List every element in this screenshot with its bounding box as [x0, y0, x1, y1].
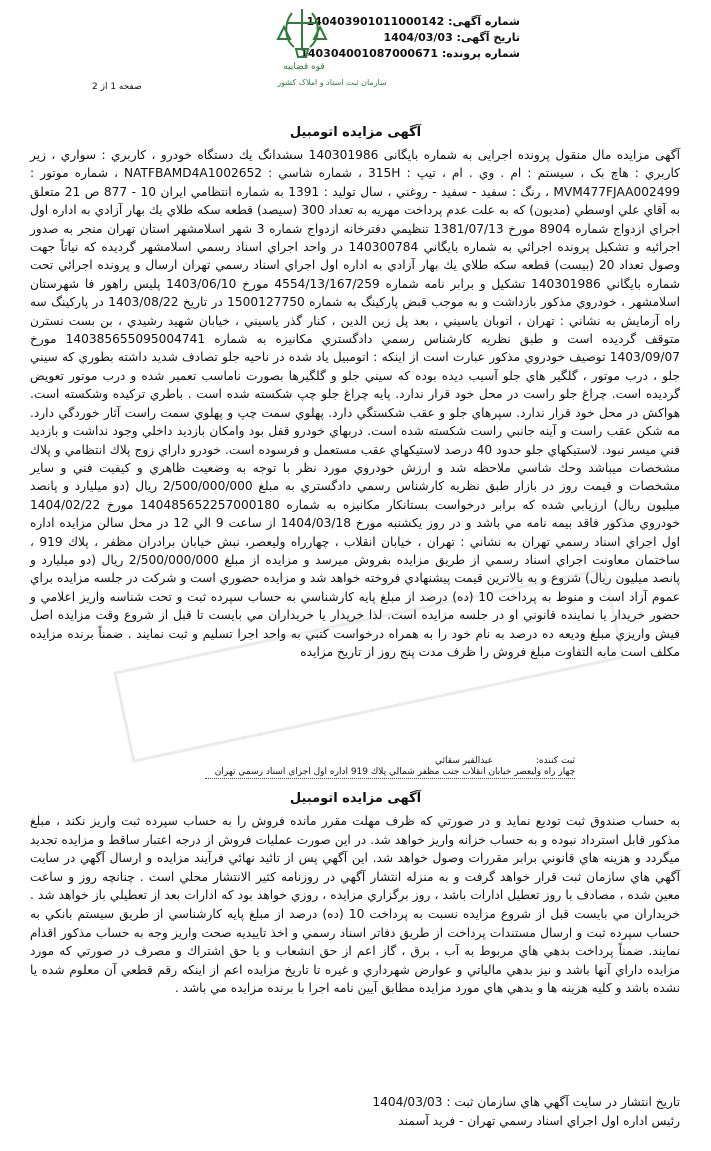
signer-name: عبدالقير سقائي: [435, 756, 494, 766]
office-address: چهار راه وليعصر خيابان انقلاب جنب مظفر شمالي پلاك 919 اداره اول اجراي اسناد رسمي تهران: [214, 767, 576, 777]
publish-date: تاريخ انتشار در سايت آگهي هاي سازمان ثبت : 1404/03/03: [372, 1095, 680, 1109]
chief-signature: رئيس اداره اول اجراي اسناد رسمي تهران - فريد آسمند: [398, 1114, 680, 1128]
page-number: صفحه 1 از 2: [92, 82, 142, 92]
case-number: شماره پرونده: 140304001087000671: [300, 47, 520, 60]
ad-date: تاریخ آگهی: 1404/03/03: [383, 31, 520, 44]
notice-body-page2: به حساب صندوق ثبت توديع نمايد و در صورتي كه ظرف مهلت مقرر مانده فروش را به حساب سپرده ثبت واريز نكند ، مبلغ مذكور قابل استرداد نبوده و به حساب خزانه واريز خواهد شد. در اين صورت عمليات فروش از درجه اعتبار ساقط و مزايده تجديد ميگردد و هزينه هاي قانوني برابر مقررات وصول خواهد شد. اين آگهي پس از تائيد نهائي فرآيند مزايده و ارسال آگهي در سايت آگهي هاي سازمان ثبت قرار خواهد گرفت و به منزله انتشار آگهي در روزنامه كثير الانتشار محلي است . چنانچه روز و ساعت معين شده ، مصادف با روز تعطيل ادارات باشد ، روز برگزاري مزايده ، روزي خواهد بود كه ادارات بعد از تعطيلي باز خواهد شد . خريداران مي بايست قبل از شروع مزايده نسبت به پرداخت 10 (ده) درصد از مبلغ پايه كارشناسي از طريق سيستم بانكي به حساب سپرده ثبت و ارسال مستندات پرداخت از طريق دفاتر اسناد رسمي و اخذ تاييديه صحت واريز وجه به حساب مذكور اقدام نمايند. ضمناً پرداخت بدهي هاي مربوط به آب ، برق ، گاز اعم از حق انشعاب و يا حق اشتراك و مصرف در صورتي كه مورد مزايده داراي آنها باشد و نيز بدهي مالياتي و عوارض شهرداري و غيره تا تاريخ مزايده اعم از اينكه رقم قطعي آن معلوم شده يا نشده باشد و كليه هزينه ها و بدهي هاي مورد مزايده مطابق آيين نامه اجرا با برنده مزايده مي باشد .: [30, 814, 681, 996]
signature-label: ثبت كننده:: [535, 756, 575, 766]
emblem-text-judiciary: قوه قضاییه: [283, 62, 325, 72]
notice-title: آگهی مزایده اتومبیل: [289, 125, 422, 140]
notice-body: آگهی مزایده مال منقول پرونده اجرایی به شماره بایگانی 140301986 سشدانگ یك دستگاه خودرو ، کاربري : سواري ، زير كاربري : هاچ بک ، سیستم : ام . وي . ام ، تیپ : 315H ، شماره شاسي : NATFBAMD4A1002652 ، شماره موتور : MVM477FJAA002499 ، رنگ : سفید - سفید - روغني ، سال تولید : 1391 به شماره انتظامي ايران 10 - 877 ص 21 متعلق به آقاي علي اوسطي (مديون) كه به علت عدم پرداخت مهريه به تعداد 300 (سيصد) قطعه سكه طلاي يك بهار آزادي به اداره اول اجراي ازدواج شماره 8904 مورخ 1381/07/13 تنظيمي دفترخانه ازدواج شماره 3 شهر اسلامشهر استان تهران منجر به صدور اجرائيه و تشكيل پرونده اجرائي به شماره بايگاني 140300784 در واحد اجراي اسناد رسمي اسلامشهر گرديده كه نياتاً جهت وصول تعداد 20 (بيست) قطعه سكه طلاي يك بهار آزادي به اداره اول اجراي اسناد رسمي تهران ارسال و پرونده اجرائي تحت شماره بايگاني 140301986 تشكيل و برابر نامه شماره 4554/13/167/259 مورخ 1403/06/10 پليس راهور فا شهرستان اسلامشهر ، خودروي مذكور بازداشت و به موجب قبض پاركينگ به شماره 1500127750 در تاريخ 1403/08/22 در پاركينگ سه راه آزمايش به نشاني : تهران ، اتوبان ياسيني ، بعد پل زين الدين ، كنار گذر ياسيني ، خيابان شهيد رشيدي ، بن بست نسترن متوقف گرديده است و طبق نظريه كارشناس رسمي دادگستري مكانيزه به شماره 140385655095004741 مورخ 1403/09/07 توصيف خودروي مذكور عبارت است از اينكه : اتومبيل ياد شده در ناحيه جلو تصادف شديد داشته بطوري كه سيني جلو ، درب موتور ، گلگير هاي جلو آسيب ديده بوده كه سيني جلو و گلگيرها بصورت ناماسب تعمير شده و درب موتور تعويض گرديده است. چراغ جلو راست در محل خود قرار ندارد. پايه چراغ جلو چپ شكسته شده است . باطري تركيده وشكسته است. هواكش در محل خود قرار ندارد. سپرهاي جلو و عقب شكستگي دارد. پهلوي سمت چپ و پهلوي سمت راست آثار خوردگي دارد. مه شكن عقب راست و آينه جانبي راست شكسته شده است. دربهاي خودرو قفل بود وامكان بازديد داخلي وجود نداشت و بازديد فني ميسر نبود. لاستيكهاي جلو حدود 40 درصد لاستيكهاي عقب مستعمل و فرسوده است. خودرو داراي زوج پلاك انتظامي و پلاك مشخصات ميباشد وحك شاسي ملاحظه شد و ارزش خودروي مورد نظر با توجه به وضعيت ظاهري و كيفيت فني و ساير مشخصات و قيمت روز در بازار طبق نظريه كارشناس رسمي دادگستري به مبلغ 2/500/000/000 ريال (دو ميليارد و پانصد ميليون ريال) ارزيابي شده كه برابر درخواست بستانكار مكانيزه به شماره 140485652257000180 مورخ 1404/02/22 خودروي مذكور فاقد بيمه نامه مي باشد و در روز يكشنبه مورخ 1404/03/18 از ساعت 9 الي 12 در محل سالن مزايده اداره اول اجراي اسناد رسمي تهران به نشاني : تهران ، خيابان انقلاب ، چهارراه وليعصر، نبش خيابان برادران مظفر ، پلاك 919 ، ساختمان معاونت اجراي اسناد رسمي از طريق مزايده بفروش ميرسد و مزايده از مبلغ 2/500/000/000 ريال (دو ميليارد و پانصد ميليون ريال) شروع و به بالاترين قيمت پيشنهادي فروخته خواهد شد و مزايده حضوري است و شركت در جلسه مزايده براي عموم آزاد است و منوط به پرداخت 10 (ده) درصد از مبلغ پايه كارشناسي به حساب سپرده ثبت و تحت شناسه واريز اعلامي و حضور خريدار يا نماينده قانوني او در جلسه مزايده است. لذا خريدار يا خريداران مي بايست تا قبل از شروع وقت مزايده اصل فيش واريزي مبلغ وديعه ده درصد به نام خود را به همراه درخواست كتبي به واحد اجرا تسليم و ثبت نمايند . ضمناً برنده مزايده مكلف است مابه التفاوت مبلغ فروش را ظرف مدت پنج روز از تاريخ مزايده: [30, 148, 681, 659]
emblem-text-registry: سازمان ثبت اسناد و املاک کشور: [277, 78, 387, 87]
notice-title-page2: آگهی مزایده اتومبیل: [289, 791, 422, 806]
ad-number: شماره آگهی: 140403901011000142: [306, 15, 520, 28]
judiciary-emblem-logo: [262, 5, 392, 100]
emblem-icon: [262, 5, 392, 100]
